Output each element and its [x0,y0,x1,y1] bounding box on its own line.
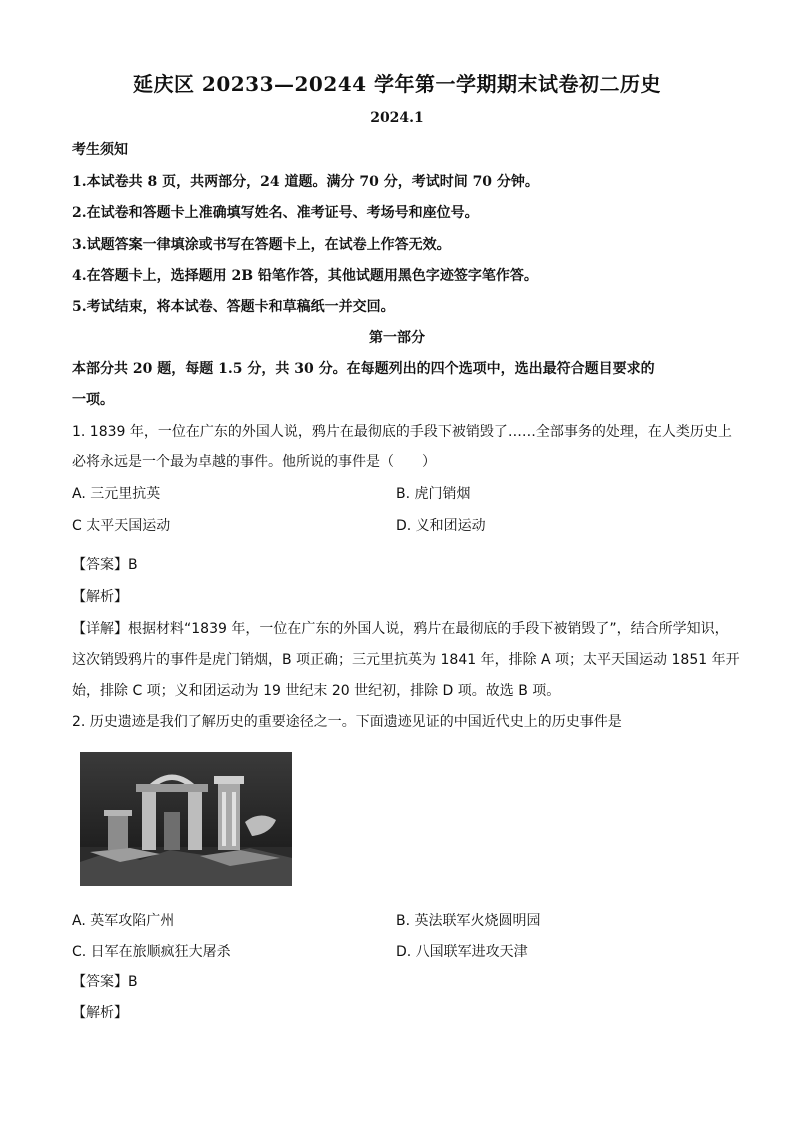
q1-analysis-label: 【解析】 [72,589,128,605]
q2-analysis-label: 【解析】 [72,1005,128,1021]
q1-detail: 【详解】根据材料“1839 年，一位在广东的外国人说，鸦片在最彻底的手段下被销毁了”，结合所学知识， [72,621,729,637]
yuanmingyuan-ruins-photo [80,752,292,886]
notice-item: 1.本试卷共 8 页，共两部分，24 道题。满分 70 分，考试时间 70 分钟。 [72,174,539,190]
q1-detail-continued: 这次销毁鸦片的事件是虎门销烟，B 项正确；三元里抗英为 1841 年，排除 A 项；太平天国运动 1851 年开 [72,652,740,668]
page-title: 延庆区 20233—20244 学年第一学期期末试卷初二历史 [132,72,662,96]
notice-heading: 考生须知 [72,142,128,158]
part-intro-continued: 一项。 [72,392,114,408]
notice-item: 5.考试结束，将本试卷、答题卡和草稿纸一并交回。 [72,299,395,315]
question-2-stem: 2. 历史遗迹是我们了解历史的重要途径之一。下面遗迹见证的中国近代史上的历史事件是 [72,714,622,730]
q2-option-a: A. 英军攻陷广州 [72,913,175,929]
q1-option-c: C 太平天国运动 [72,518,171,534]
question-1-stem-continued: 必将永远是一个最为卓越的事件。他所说的事件是（ ） [72,454,436,470]
q2-option-d: D. 八国联军进攻天津 [396,944,528,960]
q1-detail-continued: 始，排除 C 项；义和团运动为 19 世纪末 20 世纪初，排除 D 项。故选 B 项。 [72,683,561,699]
q1-option-d: D. 义和团运动 [396,518,486,534]
notice-item: 4.在答题卡上，选择题用 2B 铅笔作答，其他试题用黑色字迹签字笔作答。 [72,268,538,284]
q2-option-c: C. 日军在旅顺疯狂大屠杀 [72,944,231,960]
notice-item: 2.在试卷和答题卡上准确填写姓名、准考证号、考场号和座位号。 [72,205,479,221]
question-1-stem: 1. 1839 年，一位在广东的外国人说，鸦片在最彻底的手段下被销毁了……全部事务的处理，在人类历史上 [72,424,732,440]
exam-date: 2024.1 [370,110,424,126]
part-heading: 第一部分 [369,330,425,346]
q2-answer: 【答案】B [72,974,138,990]
ruins-image [80,752,292,886]
part-intro: 本部分共 20 题，每题 1.5 分，共 30 分。在每题列出的四个选项中，选出最符合题目要求的 [72,361,655,377]
notice-item: 3.试题答案一律填涂或书写在答题卡上，在试卷上作答无效。 [72,237,451,253]
q2-option-b: B. 英法联军火烧圆明园 [396,913,541,929]
q1-answer: 【答案】B [72,557,138,573]
q1-option-b: B. 虎门销烟 [396,486,471,502]
q1-option-a: A. 三元里抗英 [72,486,161,502]
